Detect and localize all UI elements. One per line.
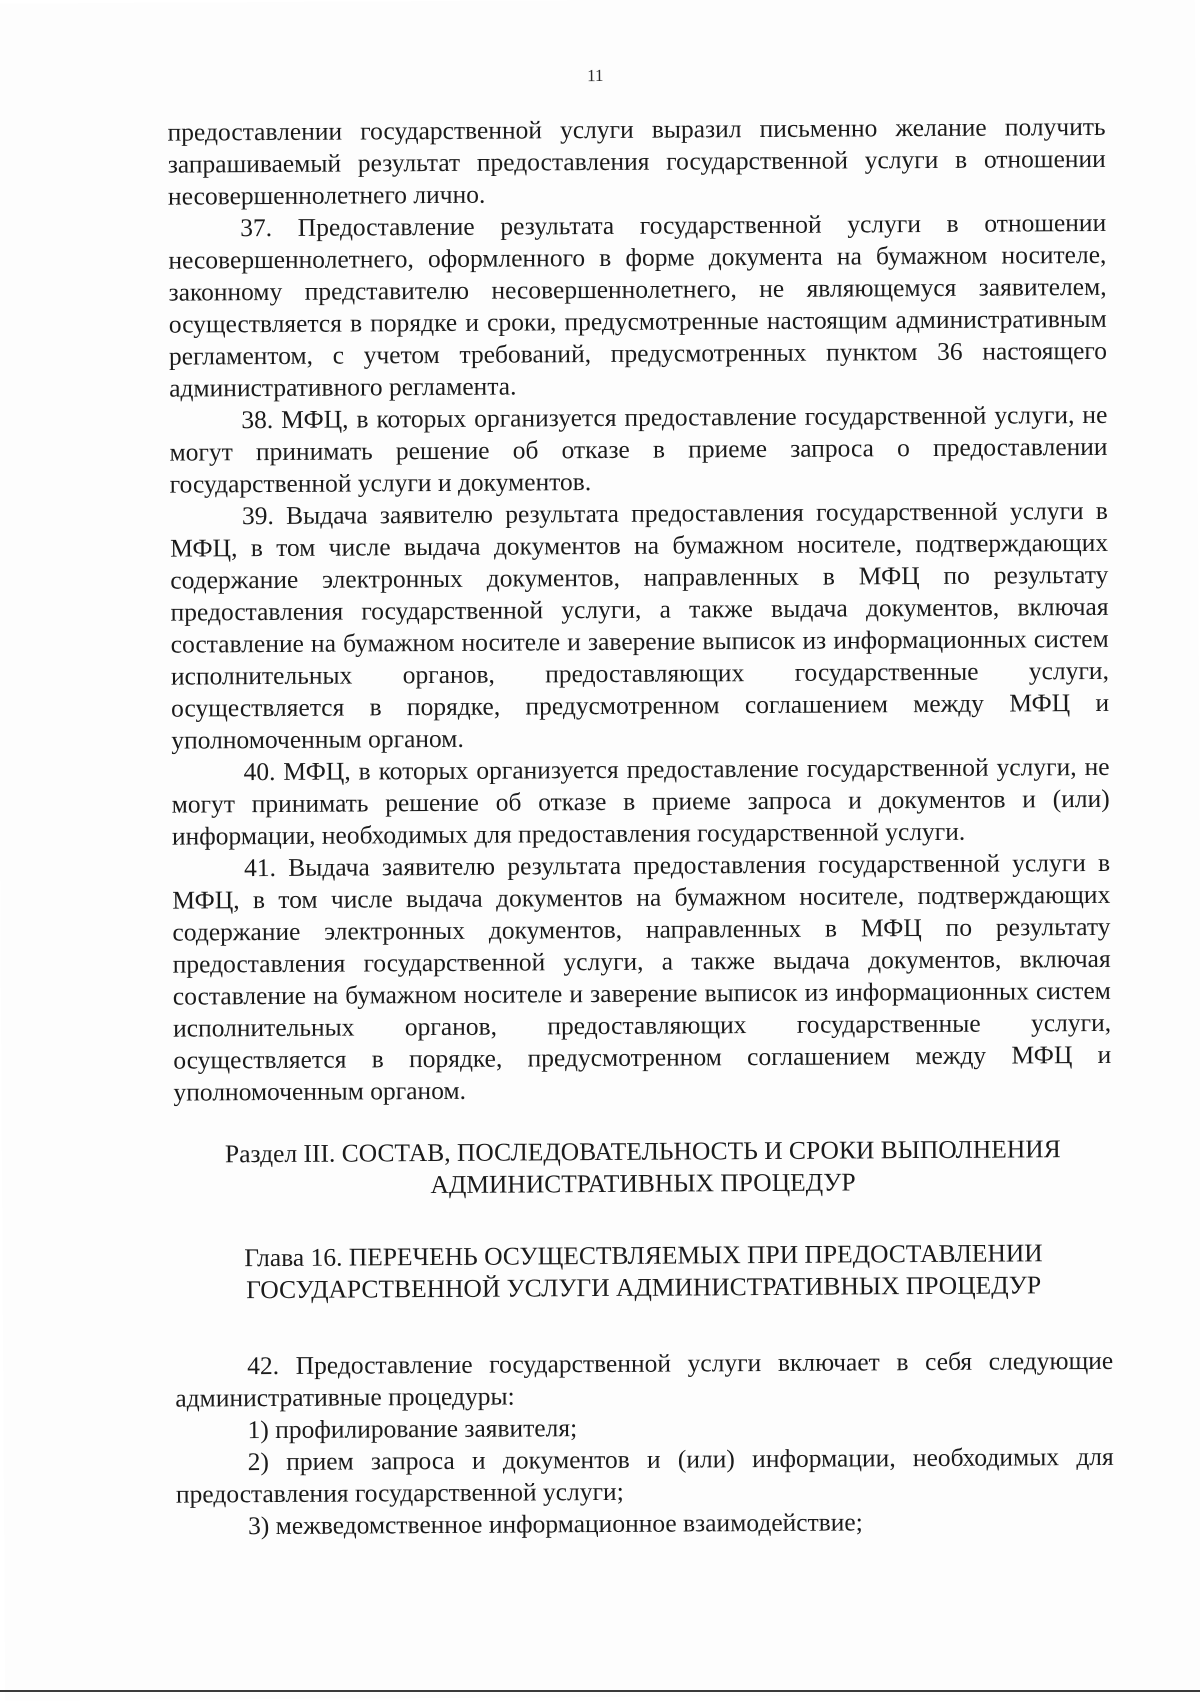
paragraph-42: 42. Предоставление государственной услуги включает в себя следующие административные процедуры:: [175, 1345, 1114, 1413]
section-heading-line-2: АДМИНИСТРАТИВНЫХ ПРОЦЕДУР: [430, 1167, 856, 1200]
section-heading-line-1: Раздел III. СОСТАВ, ПОСЛЕДОВАТЕЛЬНОСТЬ И СРОКИ ВЫПОЛНЕНИЯ: [224, 1134, 1061, 1169]
list-item-2: 2) прием запроса и документов и (или) информации, необходимых для предоставления государственной услуги;: [175, 1441, 1114, 1509]
paragraph-41: 41. Выдача заявителю результата предоставления государственной услуги в МФЦ, в том числе выдача документов на бумажном носителе, подтверждающих содержание электронных документов, направленных в МФЦ по результату предоставления государственной услуги, а также выдача документов, включая составление на бумажном носителе и заверение выписок из информационных систем исполнительных органов, предоставляющих государственные услуги, осуществляется в порядке, предусмотренном соглашением между МФЦ и уполномоченным органом.: [172, 847, 1112, 1107]
document-body: [168, 111, 1115, 1543]
chapter-heading-line-1: Глава 16. ПЕРЕЧЕНЬ ОСУЩЕСТВЛЯЕМЫХ ПРИ ПРЕДОСТАВЛЕНИИ: [244, 1238, 1043, 1273]
paragraph-continuation: предоставлении государственной услуги выразил письменно желание получить запрашиваемый результат предоставления государственной услуги в отношении несовершеннолетнего лично.: [167, 111, 1106, 211]
paragraph-38: 38. МФЦ, в которых организуется предоставление государственной услуги, не могут принимать решение об отказе в приеме запроса о предоставлении государственной услуги и документов.: [169, 399, 1108, 499]
list-item-1: 1) профилирование заявителя;: [247, 1413, 578, 1445]
scan-bottom-edge: [0, 1690, 1200, 1692]
chapter-heading-line-2: ГОСУДАРСТВЕННОЙ УСЛУГИ АДМИНИСТРАТИВНЫХ ПРОЦЕДУР: [246, 1270, 1042, 1305]
chapter-heading: [174, 1237, 1112, 1307]
paragraph-37: 37. Предоставление результата государственной услуги в отношении несовершеннолетнего, оформленного в форме документа на бумажном носителе, законному представителю несовершеннолетнего, не являющемуся заявителем, осуществляется в порядке и сроки, предусмотренные настоящим административным регламентом, с учетом требований, предусмотренных пунктом 36 настоящего административного регламента.: [168, 207, 1108, 403]
paragraph-39: 39. Выдача заявителю результата предоставления государственной услуги в МФЦ, в том числе выдача документов на бумажном носителе, подтверждающих содержание электронных документов, направленных в МФЦ по результату предоставления государственной услуги, а также выдача документов, включая составление на бумажном носителе и заверение выписок из информационных систем исполнительных органов, предоставляющих государственные услуги, осуществляется в порядке, предусмотренном соглашением между МФЦ и уполномоченным органом.: [170, 495, 1110, 755]
list-item-3: 3) межведомственное информационное взаимодействие;: [248, 1507, 863, 1541]
section-heading: [174, 1133, 1112, 1203]
page-number: 11: [587, 65, 604, 86]
paragraph-40: 40. МФЦ, в которых организуется предоставление государственной услуги, не могут принимать решение об отказе в приеме запроса и документов и (или) информации, необходимых для предоставления государственной услуги.: [171, 751, 1110, 851]
